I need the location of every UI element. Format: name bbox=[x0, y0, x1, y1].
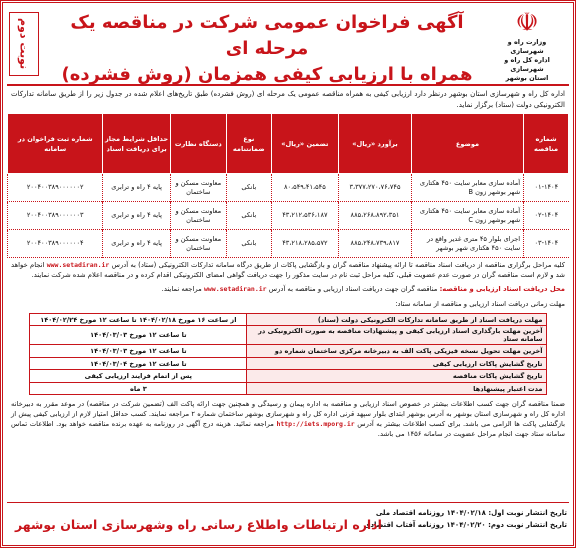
contact-text-2: مراجعه نمائید. هزینه درج آگهی در روزنامه به عهده برنده مناقصه خواهد بود. اطلاعات تماس سامانه ستاد جهت انجام مراحل عضویت در سامانه ۱۴۵۶ می باشد. bbox=[11, 420, 565, 439]
tender-min-conditions: پایه ۴ راه و ترابری bbox=[103, 202, 170, 230]
deadline-heading: مهلت زمانی دریافت اسناد ارزیابی و مناقصه از سامانه ستاد: bbox=[395, 299, 565, 308]
col-tender-number: شماره مناقصه bbox=[524, 114, 569, 174]
tender-number: ۰۳-۱۴۰۴ bbox=[524, 230, 569, 258]
col-supervisor: دستگاه نظارت bbox=[170, 114, 226, 174]
setad-link[interactable]: www.setadiran.ir bbox=[46, 261, 110, 269]
col-guarantee-type: نوع ضمانتنامه bbox=[226, 114, 271, 174]
tender-estimate: ۳،۳۷۷،۲۷۰،۷۶،۷۴۵ bbox=[339, 174, 412, 202]
table-row bbox=[30, 370, 546, 383]
issuing-office: اداره ارتباطات واطلاع رسانی راه وشهرسازی استان بوشهر bbox=[15, 517, 382, 532]
title-line-2: همراه با ارزیابی کیفی همزمان (روش فشرده) bbox=[61, 64, 473, 85]
tender-guarantee: ۸۰،۵۴۹،۴۱،۵۴۵ bbox=[271, 174, 338, 202]
schedule-label: مهلت دریافت اسناد از طریق سامانه تدارکات الکترونیکی دولت (ستاد) bbox=[247, 313, 546, 326]
tender-supervisor: معاونت مسکن و ساختمان bbox=[170, 202, 226, 230]
schedule-label: تاریخ گشایش پاکات مناقصه bbox=[247, 370, 546, 383]
schedule-value: از ساعت ۱۶ مورخ ۱۴۰۴/۰۲/۱۸ تا ساعت ۱۲ مورخ ۱۴۰۴/۰۲/۲۴ bbox=[30, 313, 247, 326]
tender-guarantee-type: بانکی bbox=[226, 230, 271, 258]
schedule-label: تاریخ گشایش پاکات ارزیابی کیفی bbox=[247, 357, 546, 370]
table-header-row bbox=[8, 114, 569, 174]
tender-registration-number: ۲۰۰۴۰۰۳۸۹۰۰۰۰۰۰۳ bbox=[8, 202, 103, 230]
setad-link-2[interactable]: www.setadiran.ir bbox=[203, 285, 267, 294]
table-row bbox=[30, 313, 546, 326]
schedule-label: مدت اعتبار پیشنهادها bbox=[247, 382, 546, 395]
tender-subject: اجرای بلوار ۴۵ متری غدیر واقع در سایت ۴۵۰ هکتاری شهر بوشهر bbox=[411, 230, 523, 258]
schedule-label: آخرین مهلت تحویل نسخه فیزیکی پاکت الف به دبیرخانه مرکزی ساختمان شماره دو bbox=[247, 345, 546, 358]
schedule-value: ۳ ماه bbox=[30, 382, 247, 395]
col-min-conditions: حداقل شرایط مجاز برای دریافت اسناد bbox=[103, 114, 170, 174]
col-estimate: برآورد «ریال» bbox=[339, 114, 412, 174]
table-row bbox=[30, 326, 546, 345]
ministry-line-2: اداره کل راه و شهرسازی bbox=[504, 56, 550, 73]
col-guarantee: تضمین «ریال» bbox=[271, 114, 338, 174]
tender-table bbox=[7, 113, 569, 258]
tender-number: ۰۲-۱۴۰۴ bbox=[524, 202, 569, 230]
schedule-value: پس از اتمام فرایند ارزیابی کیفی bbox=[30, 370, 247, 383]
second-publication-date: تاریخ انتشار نوبت دوم: ۱۴۰۴/۰۲/۲۰ روزنامه آفتاب اقتصادی bbox=[363, 521, 567, 529]
tender-min-conditions: پایه ۴ راه و ترابری bbox=[103, 174, 170, 202]
table-row bbox=[8, 230, 569, 258]
ministry-logo bbox=[491, 8, 563, 83]
schedule-value: تا ساعت ۱۲ مورخ ۱۴۰۴/۰۳/۰۳ bbox=[30, 326, 247, 345]
tender-estimate: ۸۸۵،۲۶۸،۸۹۲،۳۵۱ bbox=[339, 202, 412, 230]
schedule-table bbox=[29, 313, 546, 396]
table-row bbox=[8, 202, 569, 230]
publication-dates bbox=[364, 507, 567, 531]
procedure-text: کلیه مراحل برگزاری مناقصه از دریافت اسناد مناقصه تا ارائه پیشنهاد مناقصه گران و بازگشایی پاکات از طریق درگاه سامانه تدارکات الکترونیکی (ستاد) به آدرس bbox=[111, 261, 565, 269]
first-publication-date: تاریخ انتشار نوبت اول: ۱۴۰۴/۰۲/۱۸ روزنامه اقتصاد ملی bbox=[375, 509, 567, 517]
documents-text: مناقصه گران جهت دریافت اسناد ارزیابی و مناقصه به آدرس bbox=[268, 285, 438, 294]
schedule-value: تا ساعت ۱۲ مورخ ۱۴۰۴/۰۳/۰۴ bbox=[30, 357, 247, 370]
schedule-label: آخرین مهلت بارگذاری اسناد ارزیابی کیفی و پیشنهادات مناقصه به صورت الکترونیکی در سامانه ستاد bbox=[247, 326, 546, 345]
procedure-paragraph bbox=[7, 258, 569, 282]
intro-text: اداره کل راه و شهرسازی استان بوشهر درنظر دارد ارزیابی کیفی به همراه مناقصه عمومی یک مرحله ای (روش فشرده) طبق تاریخ‌های اعلام شده در جدول زیر را از طریق سامانه تدارکات الکترونیکی دولت (ستاد) برگزار نماید. bbox=[11, 90, 565, 109]
procedure-text-2: انجام خواهد شد و لازم است مناقصه گران در صورت عدم عضویت قبلی، کلیه مراحل ثبت نام در سایت مذکور را جهت دریافت گواهی امضای الکترونیکی اقدام کرده و در مناقصه اعلام شده شرکت نمایند. bbox=[11, 261, 565, 280]
ministry-line-3: استان بوشهر bbox=[505, 74, 549, 82]
col-registration-number: شماره ثبت فراخوان در سامانه bbox=[8, 114, 103, 174]
footer bbox=[7, 502, 569, 542]
col-subject: موضوع bbox=[411, 114, 523, 174]
schedule-value: تا ساعت ۱۲ مورخ ۱۴۰۴/۰۳/۰۳ bbox=[30, 345, 247, 358]
tender-guarantee-type: بانکی bbox=[226, 202, 271, 230]
iran-emblem-icon: ☫ bbox=[515, 8, 539, 38]
contact-paragraph bbox=[7, 397, 569, 441]
tender-registration-number: ۲۰۰۴۰۰۳۸۹۰۰۰۰۰۰۲ bbox=[8, 174, 103, 202]
documents-text-2: مراجعه نمایند. bbox=[161, 285, 202, 294]
ministry-line-1: وزارت راه و شهرسازی bbox=[507, 38, 547, 55]
tender-guarantee: ۴۳،۲۱۸،۲۸۵،۵۷۲ bbox=[271, 230, 338, 258]
notice-title bbox=[47, 10, 487, 88]
table-row bbox=[8, 174, 569, 202]
table-row bbox=[30, 382, 546, 395]
header bbox=[7, 6, 569, 86]
tender-min-conditions: پایه ۴ راه و ترابری bbox=[103, 230, 170, 258]
documents-label: محل دریافت اسناد ارزیابی و مناقصه: bbox=[439, 285, 565, 294]
tender-subject: آماده سازی معابر سایت ۴۵۰ هکتاری شهر بوشهر زون C bbox=[411, 202, 523, 230]
tender-estimate: ۸۸۵،۲۴۸،۷۳۹،۸۱۷ bbox=[339, 230, 412, 258]
tender-subject: آماده سازی معابر سایت ۴۵۰ هکتاری شهر بوشهر زون B bbox=[411, 174, 523, 202]
tender-registration-number: ۲۰۰۴۰۰۳۸۹۰۰۰۰۰۰۴ bbox=[8, 230, 103, 258]
round-badge: نوبت دوم bbox=[9, 12, 39, 76]
tender-guarantee-type: بانکی bbox=[226, 174, 271, 202]
iets-link[interactable]: http://iets.mporg.ir bbox=[276, 420, 355, 429]
table-row bbox=[30, 357, 546, 370]
contact-text: ضمنا مناقصه گران جهت کسب اطلاعات بیشتر در خصوص اسناد ارزیابی و مناقصه به اداره پیمان و رسیدگی و همچنین جهت ارائه پاکت الف (تضمین شرکت در مناقصه) در موعد مقرر به دبیرخانه اداره کل راه و شهرسازی استان بوشهر به آدرس بوشهر ابتدای بلوار سپهد قرنی اداره کل راه و شهرسازی بوشهر ساختمان شماره ۲ مراجعه نمایند. کسب حداقل امتیاز لازم از ارزیابی کیفی پیش از بازگشایی پاکت ها الزامی می باشد. برای کسب اطلاعات بیشتر به آدرس bbox=[11, 400, 565, 429]
tender-supervisor: معاونت مسکن و ساختمان bbox=[170, 230, 226, 258]
tender-number: ۰۱-۱۴۰۴ bbox=[524, 174, 569, 202]
tender-supervisor: معاونت مسکن و ساختمان bbox=[170, 174, 226, 202]
documents-paragraph bbox=[7, 282, 569, 296]
title-line-1: آگهی فراخوان عمومی شرکت در مناقصه یک مرحله ای bbox=[70, 12, 464, 59]
table-row bbox=[30, 345, 546, 358]
tender-guarantee: ۴۳،۲۱۲،۵۳۶،۱۸۷ bbox=[271, 202, 338, 230]
